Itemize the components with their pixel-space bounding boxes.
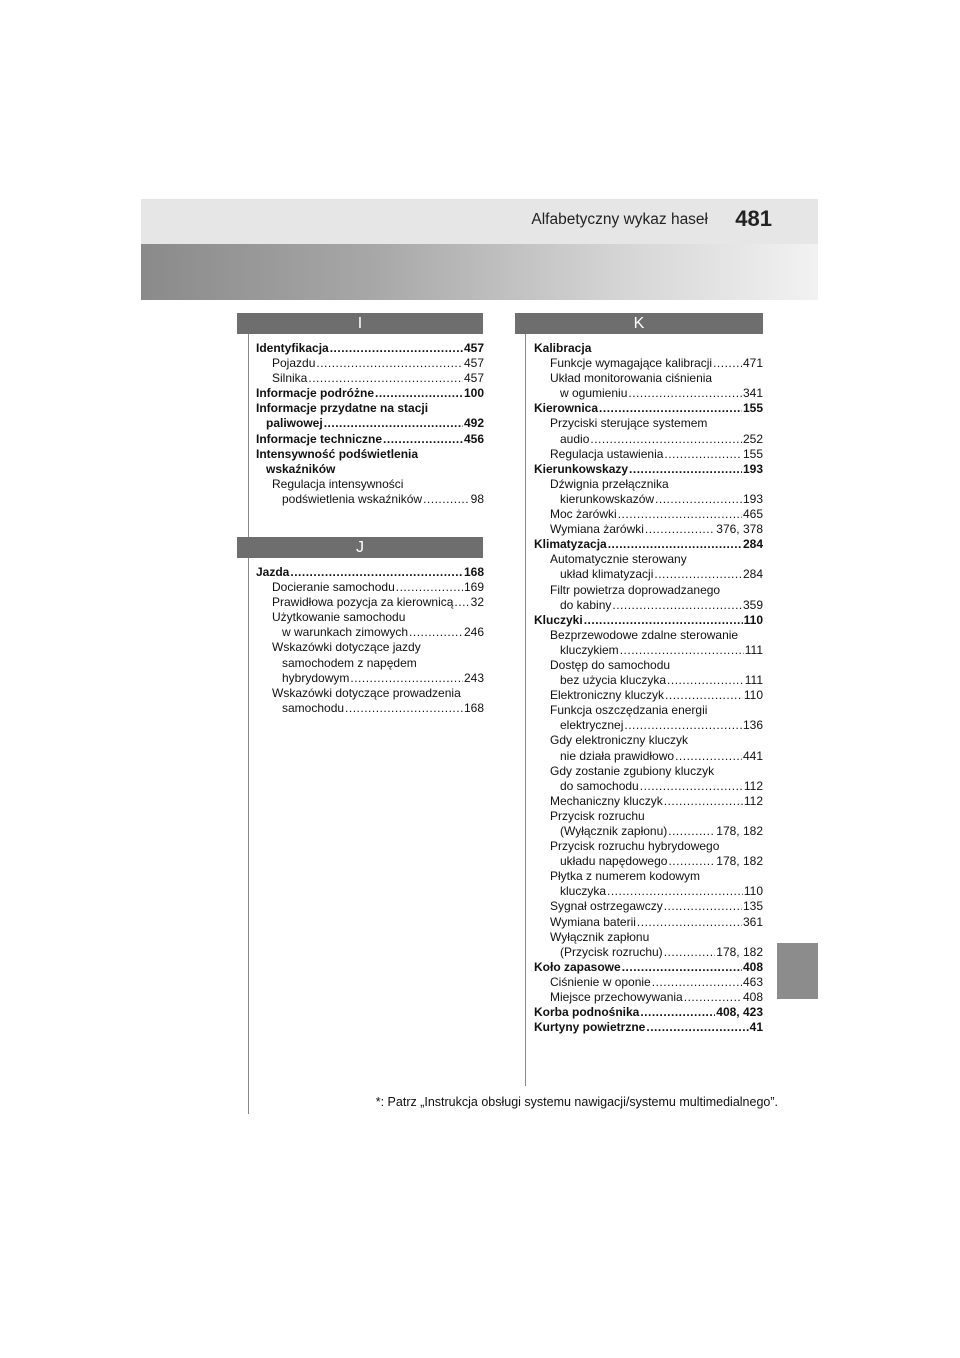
index-entry-term: Miejsce przechowywania — [550, 990, 683, 1005]
dot-leader — [308, 371, 463, 386]
index-entry — [534, 462, 763, 477]
index-entry-term: hybrydowym — [282, 670, 350, 685]
index-entry — [534, 764, 763, 794]
index-entry-term: kluczyka — [560, 884, 607, 899]
index-entry-term: Płytka z numerem kodowym — [550, 869, 701, 884]
dot-leader — [345, 701, 463, 716]
index-entry — [534, 507, 763, 522]
dot-leader — [664, 794, 743, 809]
index-entry-page: 408, 423 — [716, 1005, 763, 1020]
dot-leader — [350, 671, 463, 686]
index-entry — [534, 869, 763, 899]
index-entry — [534, 809, 763, 839]
index-entry-term: Dźwignia przełącznika — [550, 476, 669, 491]
index-entry-page: 408 — [742, 990, 763, 1005]
dot-leader — [590, 432, 742, 447]
index-entry — [534, 899, 763, 914]
index-entry — [534, 658, 763, 688]
index-entry — [256, 447, 484, 477]
index-entry-term: Koło zapasowe — [534, 959, 621, 974]
index-entry-page: 110 — [743, 612, 763, 627]
index-entry — [256, 356, 484, 371]
dot-leader — [645, 522, 715, 537]
index-entry — [534, 628, 763, 658]
dot-leader — [629, 462, 742, 477]
index-entry-page: 178, 182 — [716, 824, 763, 838]
index-entry-term: Pojazdu — [272, 356, 316, 371]
dot-leader — [655, 492, 742, 507]
dot-leader — [599, 401, 742, 416]
index-entry — [534, 990, 763, 1005]
dot-leader — [664, 899, 742, 914]
index-entry-page: 284 — [742, 567, 763, 582]
index-entry-page: 457 — [463, 341, 484, 355]
index-entry-term: Elektroniczny kluczyk — [550, 688, 665, 703]
index-entry-term: do kabiny — [560, 597, 612, 612]
index-entry — [534, 447, 763, 462]
index-entry-term: Informacje techniczne — [256, 431, 383, 446]
page-header-title: Alfabetyczny wykaz haseł — [531, 211, 708, 228]
index-entry-term: bez użycia kluczyka — [560, 673, 667, 688]
dot-leader — [608, 537, 742, 552]
index-entry-term: Dostęp do samochodu — [550, 657, 671, 672]
index-entry — [534, 1005, 763, 1020]
index-entry-term: Wymiana baterii — [550, 914, 636, 929]
dot-leader — [640, 779, 743, 794]
index-entry-term: Przycisk rozruchu hybrydowego — [550, 839, 720, 854]
index-entry — [256, 477, 484, 507]
index-entry — [534, 839, 763, 869]
section-k-entries — [534, 341, 763, 1035]
index-entry-term: Identyfikacja — [256, 341, 329, 355]
index-entry — [534, 401, 763, 416]
index-entry — [534, 915, 763, 930]
index-entry — [534, 341, 763, 356]
index-entry — [534, 371, 763, 401]
index-entry-page: 112 — [743, 778, 763, 793]
index-entry-term: Korba podnośnika — [534, 1005, 640, 1020]
index-entry-page: 178, 182 — [716, 854, 763, 869]
index-entry-page: 110 — [743, 688, 763, 703]
dot-leader — [640, 1005, 715, 1020]
index-entry-page: 100 — [463, 386, 484, 401]
index-entry-term: Kalibracja — [534, 341, 592, 355]
index-entry-term: nie działa prawidłowo — [560, 748, 675, 763]
index-entry — [256, 371, 484, 386]
index-entry — [256, 610, 484, 640]
dot-leader — [654, 567, 742, 582]
dot-leader — [668, 824, 715, 839]
index-entry-page: 463 — [742, 974, 763, 989]
dot-leader — [684, 990, 742, 1005]
dot-leader — [618, 507, 742, 522]
dot-leader — [668, 854, 715, 869]
dot-leader — [454, 595, 469, 610]
index-entry-term: Układ monitorowania ciśnienia — [550, 371, 713, 386]
index-entry — [534, 537, 763, 552]
index-entry-term: Wymiana żarówki — [550, 522, 644, 537]
dot-leader — [675, 749, 742, 764]
index-entry-term: Przycisk rozruchu — [550, 808, 645, 823]
index-entry — [534, 975, 763, 990]
index-entry-page: 465 — [742, 507, 763, 522]
index-entry-term: Ciśnienie w oponie — [550, 974, 651, 989]
index-entry-page: 456 — [463, 431, 484, 446]
index-entry-page: 169 — [463, 580, 484, 595]
index-entry-term: Kierunkowskazy — [534, 461, 629, 476]
index-entry-term: Jazda — [256, 565, 290, 579]
index-entry — [534, 613, 763, 628]
index-entry-page: 243 — [463, 670, 484, 685]
index-entry-page: 246 — [463, 625, 484, 640]
index-entry-page: 112 — [743, 793, 763, 808]
dot-leader — [637, 915, 742, 930]
index-entry-term: kierunkowskazów — [560, 491, 655, 506]
index-entry-page: 178, 182 — [716, 944, 763, 959]
index-entry — [256, 341, 484, 356]
section-letter-i: I — [237, 313, 483, 334]
index-entry-term: układ klimatyzacji — [560, 567, 654, 582]
header-gradient-band — [141, 244, 818, 300]
index-entry-term: Regulacja intensywności — [272, 476, 404, 491]
index-entry — [534, 583, 763, 613]
index-entry — [534, 794, 763, 809]
index-entry-term: Filtr powietrza doprowadzanego — [550, 582, 721, 597]
index-entry-page: 284 — [742, 537, 763, 552]
dot-leader — [612, 598, 742, 613]
index-entry-term: wskaźników — [266, 461, 336, 476]
index-entry-term: w ogumieniu — [560, 386, 628, 401]
index-entry-page: 341 — [742, 386, 763, 401]
index-entry-page: 111 — [744, 673, 763, 688]
index-entry-term: Wskazówki dotyczące jazdy — [272, 640, 421, 655]
index-entry — [256, 386, 484, 401]
index-entry — [534, 1020, 763, 1035]
index-entry-term: kluczykiem — [560, 642, 619, 657]
section-letter-k: K — [515, 313, 763, 334]
index-entry — [534, 703, 763, 733]
dot-leader — [622, 960, 742, 975]
index-entry-term: układu napędowego — [560, 854, 668, 869]
section-i-entries — [256, 341, 484, 507]
index-entry-page: 359 — [742, 597, 763, 612]
index-entry-term: Silnika — [272, 371, 308, 386]
index-entry-page: 136 — [742, 718, 763, 733]
index-entry-term: Funkcja oszczędzania energii — [550, 703, 708, 718]
dot-leader — [624, 718, 742, 733]
index-entry-term: Automatycznie sterowany — [550, 552, 687, 567]
index-entry-term: Prawidłowa pozycja za kierownicą — [272, 595, 454, 610]
dot-leader — [290, 565, 463, 580]
dot-leader — [324, 416, 463, 431]
index-entry — [534, 522, 763, 537]
index-entry-term: elektrycznej — [560, 718, 624, 733]
index-entry-term: Moc żarówki — [550, 507, 617, 522]
index-entry-page: 41 — [749, 1020, 763, 1035]
index-entry-page: 252 — [742, 431, 763, 446]
dot-leader — [664, 447, 742, 462]
index-entry-term: Klimatyzacja — [534, 537, 607, 552]
index-entry-term: Bezprzewodowe zdalne sterowanie — [550, 627, 739, 642]
index-entry-term: Regulacja ustawienia — [550, 446, 664, 461]
index-entry-term: Sygnał ostrzegawczy — [550, 899, 663, 914]
index-entry-page: 110 — [743, 884, 763, 899]
index-entry-page: 135 — [742, 899, 763, 914]
dot-leader — [646, 1020, 748, 1035]
index-entry — [534, 477, 763, 507]
index-entry-term: Przyciski sterujące systemem — [550, 416, 708, 431]
index-entry-page: 471 — [742, 356, 763, 371]
index-entry-term: Wskazówki dotyczące prowadzenia — [272, 685, 461, 700]
index-entry — [534, 960, 763, 975]
dot-leader — [383, 432, 463, 447]
footnote: *: Patrz „Instrukcja obsługi systemu nawigacji/systemu multimedialnego”. — [375, 1095, 778, 1109]
index-entry-term: Informacje podróżne — [256, 386, 375, 401]
dot-leader — [396, 580, 463, 595]
index-entry — [256, 432, 484, 447]
index-entry-page: 32 — [470, 595, 484, 610]
index-entry-term: Użytkowanie samochodu — [272, 610, 406, 625]
index-entry-term: w warunkach zimowych — [282, 625, 409, 640]
index-entry-term: (Wyłącznik zapłonu) — [560, 824, 668, 838]
index-entry-term: do samochodu — [560, 778, 639, 793]
index-entry-page: 193 — [742, 491, 763, 506]
index-entry-term: Wyłącznik zapłonu — [550, 929, 650, 944]
index-entry-term: Mechaniczny kluczyk — [550, 793, 663, 808]
index-entry-page: 168 — [463, 700, 484, 715]
index-entry-term: audio — [560, 431, 590, 446]
right-column-rule — [525, 334, 526, 1086]
index-entry-page: 111 — [744, 642, 763, 657]
index-entry-page: 376, 378 — [716, 522, 763, 537]
index-entry-term: (Przycisk rozruchu) — [560, 944, 663, 959]
index-entry-term: Docieranie samochodu — [272, 580, 395, 595]
index-entry — [534, 930, 763, 960]
section-j-entries — [256, 565, 484, 716]
dot-leader — [330, 341, 463, 356]
dot-leader — [628, 386, 742, 401]
index-entry — [256, 640, 484, 685]
index-entry-term: Gdy zostanie zgubiony kluczyk — [550, 763, 715, 778]
index-entry — [534, 416, 763, 446]
index-entry-term: Funkcje wymagające kalibracji — [550, 356, 713, 371]
index-entry-term: Kierownica — [534, 401, 599, 416]
index-entry — [256, 595, 484, 610]
index-entry — [256, 401, 484, 431]
index-entry-term: Intensywność podświetlenia — [256, 446, 419, 461]
index-entry-page: 457 — [463, 371, 484, 386]
dot-leader — [665, 688, 743, 703]
index-entry-page: 168 — [463, 565, 484, 579]
dot-leader — [667, 673, 744, 688]
index-entry-term: paliwowej — [266, 416, 323, 431]
index-entry — [256, 580, 484, 595]
index-entry — [534, 552, 763, 582]
index-entry — [534, 356, 763, 371]
left-column-rule — [248, 334, 249, 1114]
index-entry-page: 361 — [742, 914, 763, 929]
index-entry — [534, 688, 763, 703]
index-entry-term: samochodu — [282, 700, 345, 715]
chapter-tab — [777, 943, 818, 999]
index-entry-term: Kluczyki — [534, 612, 583, 627]
index-entry-page: 155 — [742, 446, 763, 461]
index-entry-term: Kurtyny powietrzne — [534, 1020, 646, 1035]
index-entry-term: podświetlenia wskaźników — [282, 491, 423, 506]
dot-leader — [713, 356, 742, 371]
index-entry-page: 457 — [463, 356, 484, 371]
index-entry — [534, 733, 763, 763]
index-entry-term: Gdy elektroniczny kluczyk — [550, 733, 689, 748]
index-entry-page: 492 — [463, 416, 484, 431]
index-entry-page: 408 — [742, 959, 763, 974]
index-entry-page: 441 — [742, 748, 763, 763]
dot-leader — [316, 356, 463, 371]
dot-leader — [664, 945, 716, 960]
index-entry-term: samochodem z napędem — [282, 655, 417, 670]
dot-leader — [584, 613, 743, 628]
section-letter-j: J — [237, 537, 483, 558]
dot-leader — [423, 492, 470, 507]
index-entry — [256, 565, 484, 580]
page-header — [141, 199, 818, 244]
index-entry-page: 98 — [470, 491, 484, 506]
dot-leader — [607, 884, 743, 899]
dot-leader — [409, 625, 463, 640]
index-entry-page: 155 — [742, 401, 763, 416]
dot-leader — [620, 643, 744, 658]
index-entry-page: 193 — [742, 461, 763, 476]
page-number: 481 — [735, 206, 772, 231]
dot-leader — [652, 975, 742, 990]
dot-leader — [375, 386, 463, 401]
index-entry-term: Informacje przydatne na stacji — [256, 401, 429, 416]
index-entry — [256, 686, 484, 716]
